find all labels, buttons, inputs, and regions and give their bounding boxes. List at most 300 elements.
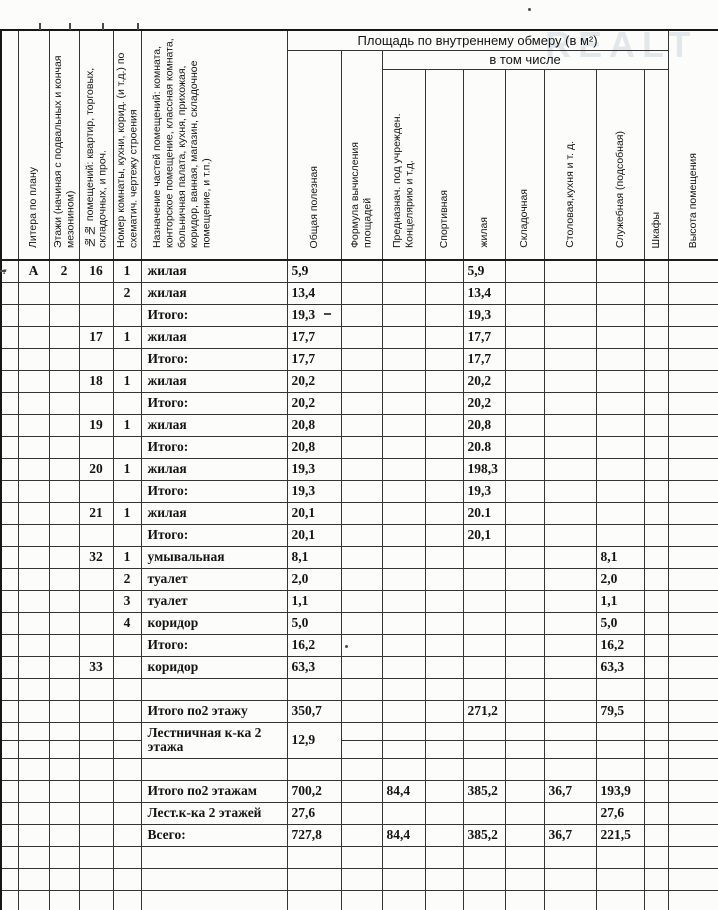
cell-living: 17,7	[463, 326, 505, 348]
cell-dining	[544, 758, 596, 780]
cell-purpose	[141, 890, 287, 910]
cell-dining	[544, 436, 596, 458]
cell-lit	[18, 414, 49, 436]
cell-margin	[1, 758, 18, 780]
header-margin-column	[1, 30, 18, 260]
cell-purpose: Итого:	[141, 524, 287, 546]
cell-dining	[544, 700, 596, 722]
cell-office	[382, 678, 425, 700]
cell-floor	[49, 722, 79, 740]
header-purpose-label: Назначение частей помещений: комната, конторское помещение, классная комната, больничная палата, кухня, прихожая, коридор, ванная, магазин, складочное помещение, и т.п.)	[150, 38, 212, 248]
cell-office: 84,4	[382, 780, 425, 802]
cell-room	[113, 824, 141, 846]
cell-office	[382, 414, 425, 436]
cell-margin	[1, 700, 18, 722]
cell-floor: 2	[49, 260, 79, 282]
cell-sport	[425, 326, 463, 348]
cell-purpose: Лестничная к-ка 2 этажа	[141, 722, 287, 758]
cell-living	[463, 722, 505, 740]
cell-total: 13,4	[287, 282, 341, 304]
header-service	[596, 70, 644, 261]
cell-room: 1	[113, 502, 141, 524]
cell-np: 16	[79, 260, 113, 282]
cell-np: 18	[79, 370, 113, 392]
cell-purpose: Итого:	[141, 304, 287, 326]
cell-room	[113, 524, 141, 546]
cell-lit	[18, 282, 49, 304]
cell-margin	[1, 846, 18, 868]
cell-room	[113, 802, 141, 824]
cell-storage	[505, 612, 544, 634]
cell-office	[382, 370, 425, 392]
cell-storage	[505, 304, 544, 326]
cell-room: 1	[113, 326, 141, 348]
cell-living	[463, 890, 505, 910]
cell-service: 79,5	[596, 700, 644, 722]
cell-lit: А	[18, 260, 49, 282]
cell-np	[79, 740, 113, 758]
cell-purpose: коридор	[141, 612, 287, 634]
cell-sport	[425, 868, 463, 890]
table-row	[1, 436, 718, 458]
cell-formula	[341, 326, 382, 348]
header-including-group: в том числе	[382, 50, 668, 70]
cell-np	[79, 700, 113, 722]
table-header	[1, 30, 718, 260]
cell-purpose: Итого:	[141, 348, 287, 370]
cell-dining	[544, 612, 596, 634]
header-office-label: Предназнач. под учрежден. Концелярию и т.д.	[391, 113, 416, 248]
cell-np	[79, 392, 113, 414]
cell-dining	[544, 458, 596, 480]
cell-office	[382, 740, 425, 758]
cell-lit	[18, 890, 49, 910]
header-cabinets	[644, 70, 668, 261]
cell-office	[382, 846, 425, 868]
table-row	[1, 392, 718, 414]
cell-floor	[49, 370, 79, 392]
cell-np	[79, 868, 113, 890]
cell-floor	[49, 846, 79, 868]
cell-dining	[544, 846, 596, 868]
cell-height	[668, 890, 718, 910]
scan-speck	[137, 23, 139, 30]
cell-lit	[18, 780, 49, 802]
cell-dining	[544, 890, 596, 910]
table-row	[1, 722, 718, 740]
cell-storage	[505, 524, 544, 546]
cell-formula	[341, 824, 382, 846]
cell-height	[668, 436, 718, 458]
cell-room: 2	[113, 282, 141, 304]
cell-cabinets	[644, 326, 668, 348]
cell-margin	[1, 802, 18, 824]
cell-living: 385,2	[463, 824, 505, 846]
cell-storage	[505, 370, 544, 392]
cell-floor	[49, 326, 79, 348]
cell-sport	[425, 780, 463, 802]
cell-total: 700,2	[287, 780, 341, 802]
header-living-label: жилая	[477, 217, 490, 248]
cell-np: 20	[79, 458, 113, 480]
cell-living	[463, 802, 505, 824]
cell-living: 20.1	[463, 502, 505, 524]
cell-service	[596, 890, 644, 910]
cell-office	[382, 326, 425, 348]
cell-room: 1	[113, 458, 141, 480]
cell-np	[79, 722, 113, 740]
cell-lit	[18, 568, 49, 590]
cell-total: 20,1	[287, 502, 341, 524]
cell-lit	[18, 524, 49, 546]
cell-floor	[49, 824, 79, 846]
cell-storage	[505, 546, 544, 568]
cell-dining	[544, 370, 596, 392]
cell-service	[596, 480, 644, 502]
cell-np	[79, 846, 113, 868]
header-dining	[544, 70, 596, 261]
header-cabinets-label: Шкафы	[649, 211, 662, 248]
cell-formula	[341, 370, 382, 392]
cell-lit	[18, 758, 49, 780]
header-room-height-label: Высота помещения	[687, 152, 700, 248]
cell-sport	[425, 612, 463, 634]
cell-room	[113, 480, 141, 502]
cell-sport	[425, 260, 463, 282]
table-row	[1, 282, 718, 304]
cell-margin	[1, 414, 18, 436]
cell-lit	[18, 802, 49, 824]
cell-floor	[49, 740, 79, 758]
cell-dining	[544, 802, 596, 824]
cell-formula	[341, 304, 382, 326]
cell-sport	[425, 758, 463, 780]
cell-height	[668, 780, 718, 802]
cell-total	[287, 678, 341, 700]
cell-office	[382, 590, 425, 612]
cell-purpose: жилая	[141, 282, 287, 304]
cell-sport	[425, 524, 463, 546]
cell-height	[668, 392, 718, 414]
cell-floor	[49, 392, 79, 414]
cell-room	[113, 678, 141, 700]
header-total-useful	[287, 50, 341, 260]
cell-storage	[505, 502, 544, 524]
cell-storage	[505, 590, 544, 612]
header-litera	[18, 30, 49, 260]
cell-sport	[425, 568, 463, 590]
header-total-useful-label: Общая полезная	[307, 165, 320, 248]
cell-height	[668, 546, 718, 568]
cell-formula	[341, 502, 382, 524]
table-body	[1, 260, 718, 910]
cell-cabinets	[644, 392, 668, 414]
cell-total: 19,3	[287, 458, 341, 480]
table-row	[1, 546, 718, 568]
cell-formula	[341, 282, 382, 304]
cell-service	[596, 458, 644, 480]
cell-formula	[341, 740, 382, 758]
cell-lit	[18, 436, 49, 458]
cell-lit	[18, 700, 49, 722]
cell-lit	[18, 740, 49, 758]
cell-purpose: жилая	[141, 326, 287, 348]
cell-lit	[18, 392, 49, 414]
cell-sport	[425, 634, 463, 656]
cell-service	[596, 722, 644, 740]
cell-purpose: туалет	[141, 568, 287, 590]
cell-sport	[425, 502, 463, 524]
cell-cabinets	[644, 656, 668, 678]
cell-height	[668, 740, 718, 758]
cell-dining	[544, 260, 596, 282]
cell-height	[668, 656, 718, 678]
cell-lit	[18, 546, 49, 568]
cell-room	[113, 436, 141, 458]
cell-sport	[425, 678, 463, 700]
cell-storage	[505, 802, 544, 824]
cell-floor	[49, 304, 79, 326]
cell-np: 19	[79, 414, 113, 436]
header-room-number-label: Номер комнаты, кухни, корид. (и т.д.) по схематич. чертежу строения	[114, 52, 139, 248]
cell-height	[668, 304, 718, 326]
cell-storage	[505, 260, 544, 282]
cell-floor	[49, 480, 79, 502]
cell-office	[382, 304, 425, 326]
cell-formula	[341, 846, 382, 868]
cell-total: 727,8	[287, 824, 341, 846]
cell-living	[463, 740, 505, 758]
cell-office	[382, 802, 425, 824]
cell-lit	[18, 824, 49, 846]
cell-floor	[49, 868, 79, 890]
cell-margin	[1, 824, 18, 846]
cell-cabinets	[644, 740, 668, 758]
cell-office	[382, 656, 425, 678]
cell-height	[668, 612, 718, 634]
cell-formula	[341, 612, 382, 634]
cell-cabinets	[644, 480, 668, 502]
cell-storage	[505, 700, 544, 722]
cell-living: 20,8	[463, 414, 505, 436]
cell-sport	[425, 458, 463, 480]
cell-cabinets	[644, 700, 668, 722]
cell-sport	[425, 546, 463, 568]
cell-floor	[49, 890, 79, 910]
cell-storage	[505, 392, 544, 414]
cell-living	[463, 846, 505, 868]
cell-formula	[341, 722, 382, 740]
cell-np	[79, 780, 113, 802]
table-row	[1, 260, 718, 282]
header-service-label: Служебная (подсобная)	[613, 130, 626, 248]
cell-purpose: туалет	[141, 590, 287, 612]
cell-margin	[1, 568, 18, 590]
cell-office	[382, 546, 425, 568]
cell-office: 84,4	[382, 824, 425, 846]
cell-storage	[505, 846, 544, 868]
cell-margin	[1, 890, 18, 910]
cell-sport	[425, 656, 463, 678]
cell-margin	[1, 634, 18, 656]
cell-cabinets	[644, 678, 668, 700]
cell-lit	[18, 348, 49, 370]
cell-height	[668, 568, 718, 590]
cell-office	[382, 568, 425, 590]
cell-living: 20.8	[463, 436, 505, 458]
cell-margin	[1, 348, 18, 370]
cell-living: 17,7	[463, 348, 505, 370]
cell-floor	[49, 612, 79, 634]
cell-room	[113, 392, 141, 414]
table-row	[1, 802, 718, 824]
cell-lit	[18, 868, 49, 890]
cell-total	[287, 758, 341, 780]
cell-lit	[18, 480, 49, 502]
cell-margin	[1, 326, 18, 348]
cell-floor	[49, 524, 79, 546]
cell-total: 17,7	[287, 326, 341, 348]
cell-office	[382, 524, 425, 546]
cell-total: 5,9	[287, 260, 341, 282]
cell-storage	[505, 568, 544, 590]
cell-dining	[544, 480, 596, 502]
cell-cabinets	[644, 370, 668, 392]
cell-dining	[544, 326, 596, 348]
cell-cabinets	[644, 502, 668, 524]
cell-formula	[341, 678, 382, 700]
cell-formula	[341, 568, 382, 590]
cell-floor	[49, 678, 79, 700]
cell-lit	[18, 590, 49, 612]
cell-height	[668, 678, 718, 700]
cell-dining	[544, 868, 596, 890]
cell-purpose: коридор	[141, 656, 287, 678]
table-row	[1, 780, 718, 802]
cell-storage	[505, 868, 544, 890]
scan-speck	[102, 23, 104, 30]
table-row	[1, 326, 718, 348]
cell-formula	[341, 890, 382, 910]
cell-height	[668, 326, 718, 348]
cell-sport	[425, 348, 463, 370]
cell-room	[113, 758, 141, 780]
cell-total: 350,7	[287, 700, 341, 722]
cell-purpose: жилая	[141, 370, 287, 392]
cell-living: 19,3	[463, 304, 505, 326]
cell-purpose: Итого по2 этажу	[141, 700, 287, 722]
cell-purpose: Лест.к-ка 2 этажей	[141, 802, 287, 824]
cell-margin	[1, 436, 18, 458]
cell-storage	[505, 656, 544, 678]
header-room-number	[113, 30, 141, 260]
cell-room	[113, 780, 141, 802]
table-row	[1, 700, 718, 722]
cell-formula	[341, 700, 382, 722]
cell-lit	[18, 326, 49, 348]
cell-service: 1,1	[596, 590, 644, 612]
cell-dining	[544, 590, 596, 612]
table-row	[1, 304, 718, 326]
cell-storage	[505, 458, 544, 480]
cell-np: 32	[79, 546, 113, 568]
cell-lit	[18, 304, 49, 326]
cell-lit	[18, 370, 49, 392]
cell-height	[668, 524, 718, 546]
header-premise-number-label: №№ помещений: квартир, торговых, складочных, и проч.	[83, 67, 108, 248]
cell-floor	[49, 802, 79, 824]
cell-cabinets	[644, 458, 668, 480]
cell-purpose	[141, 868, 287, 890]
cell-total: 63,3	[287, 656, 341, 678]
cell-floor	[49, 700, 79, 722]
cell-storage	[505, 722, 544, 740]
cell-room	[113, 868, 141, 890]
cell-purpose: умывальная	[141, 546, 287, 568]
table-row	[1, 740, 718, 758]
cell-purpose	[141, 846, 287, 868]
cell-floor	[49, 590, 79, 612]
cell-office	[382, 348, 425, 370]
cell-formula	[341, 546, 382, 568]
cell-dining	[544, 348, 596, 370]
cell-cabinets	[644, 546, 668, 568]
cell-room	[113, 700, 141, 722]
header-formula	[341, 50, 382, 260]
cell-cabinets	[644, 758, 668, 780]
cell-cabinets	[644, 590, 668, 612]
cell-room	[113, 656, 141, 678]
cell-office	[382, 700, 425, 722]
cell-living: 20,1	[463, 524, 505, 546]
cell-total: 16,2	[287, 634, 341, 656]
cell-office	[382, 502, 425, 524]
cell-formula	[341, 780, 382, 802]
cell-living: 5,9	[463, 260, 505, 282]
cell-formula	[341, 260, 382, 282]
cell-height	[668, 502, 718, 524]
cell-cabinets	[644, 260, 668, 282]
cell-height	[668, 802, 718, 824]
table-row	[1, 634, 718, 656]
cell-sport	[425, 436, 463, 458]
cell-total: 19,3	[287, 304, 341, 326]
header-sport-label: Спортивная	[437, 189, 450, 248]
cell-service	[596, 502, 644, 524]
scan-speck	[528, 8, 531, 11]
cell-storage	[505, 348, 544, 370]
cell-living: 19,3	[463, 480, 505, 502]
cell-np	[79, 758, 113, 780]
cell-cabinets	[644, 612, 668, 634]
cell-np	[79, 568, 113, 590]
cell-office	[382, 612, 425, 634]
cell-storage	[505, 890, 544, 910]
cell-formula	[341, 436, 382, 458]
cell-service	[596, 392, 644, 414]
cell-purpose: Итого:	[141, 436, 287, 458]
cell-floor	[49, 758, 79, 780]
cell-dining	[544, 634, 596, 656]
cell-margin	[1, 656, 18, 678]
cell-total	[287, 846, 341, 868]
cell-np	[79, 304, 113, 326]
cell-room: 1	[113, 414, 141, 436]
cell-purpose	[141, 758, 287, 780]
cell-service	[596, 414, 644, 436]
cell-total: 12,9	[287, 722, 341, 758]
cell-floor	[49, 568, 79, 590]
